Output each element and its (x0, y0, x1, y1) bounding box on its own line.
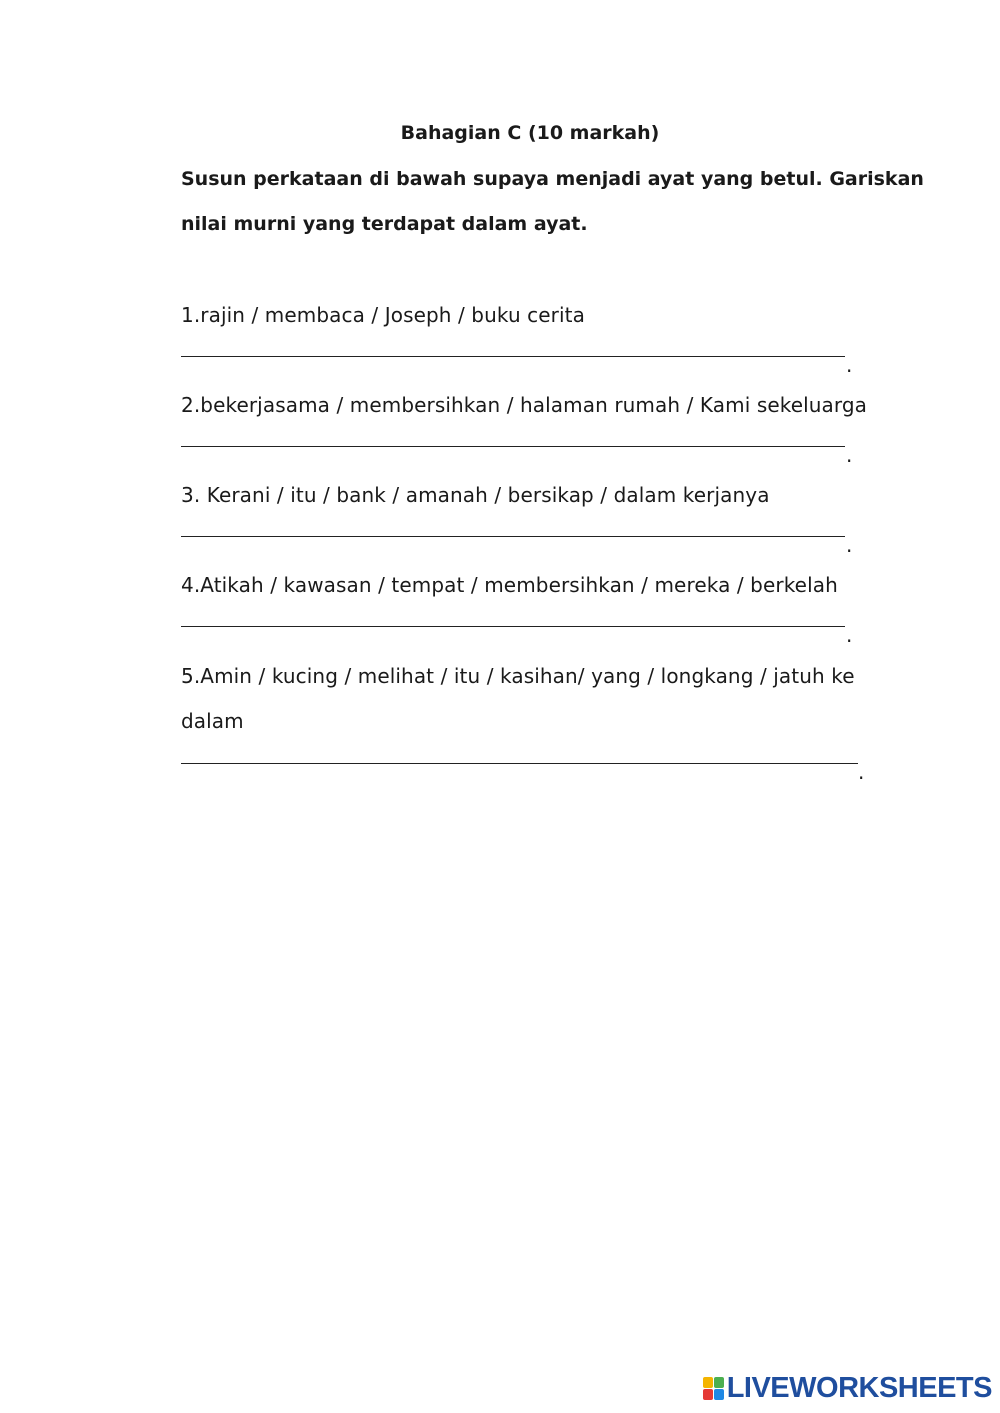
answer-period-3: . (846, 533, 853, 557)
answer-line-1[interactable] (181, 355, 845, 357)
question-4: 4.Atikah / kawasan / tempat / membersihkan / mereka / berkelah (181, 573, 838, 597)
answer-line-4[interactable] (181, 625, 845, 627)
question-3: 3. Kerani / itu / bank / amanah / bersikap / dalam kerjanya (181, 483, 770, 507)
instruction-line-1: Susun perkataan di bawah supaya menjadi ayat yang betul. Gariskan (181, 168, 924, 190)
answer-period-1: . (846, 353, 853, 377)
question-2: 2.bekerjasama / membersihkan / halaman rumah / Kami sekeluarga (181, 393, 868, 417)
instruction-line-2: nilai murni yang terdapat dalam ayat. (181, 213, 588, 235)
section-title: Bahagian C (10 markah) (400, 122, 660, 144)
answer-period-4: . (846, 623, 853, 647)
answer-period-2: . (846, 443, 853, 467)
answer-line-5[interactable] (181, 762, 858, 764)
liveworksheets-logo (703, 1372, 992, 1405)
question-5-line-2: dalam (181, 709, 244, 733)
logo-square-2 (714, 1377, 724, 1388)
answer-line-3[interactable] (181, 535, 845, 537)
answer-period-5: . (858, 760, 865, 784)
logo-text: LIVEWORKSHEETS (726, 1372, 992, 1404)
question-5-line-1: 5.Amin / kucing / melihat / itu / kasihan/ yang / longkang / jatuh ke (181, 664, 855, 688)
question-1: 1.rajin / membaca / Joseph / buku cerita (181, 303, 585, 327)
logo-square-4 (714, 1389, 724, 1400)
logo-square-1 (703, 1377, 713, 1388)
answer-line-2[interactable] (181, 445, 845, 447)
logo-square-3 (703, 1389, 713, 1400)
liveworksheets-logo-icon (703, 1377, 724, 1400)
